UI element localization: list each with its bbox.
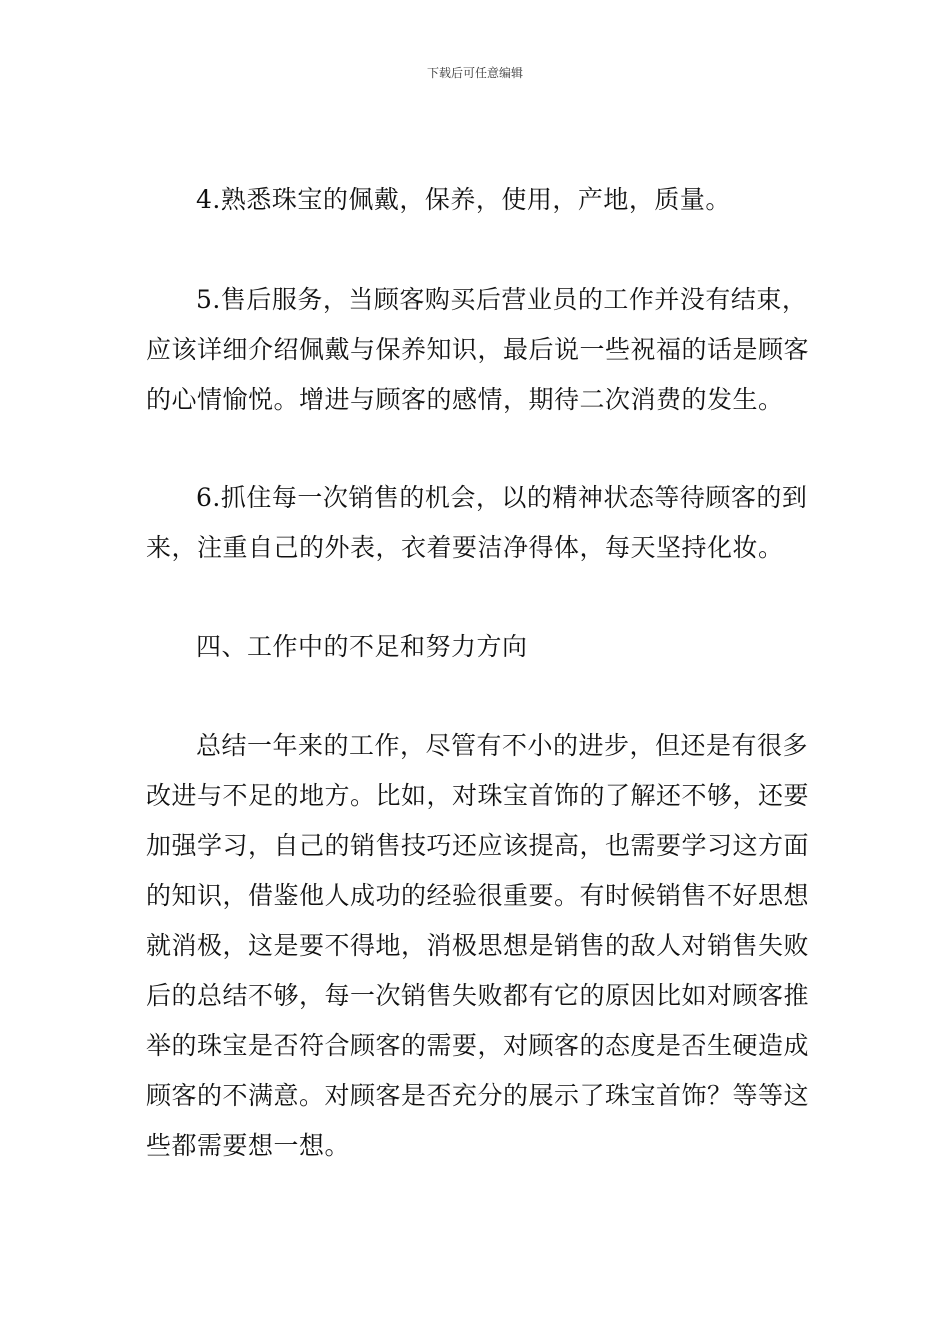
paragraph-summary: 总结一年来的工作，尽管有不小的进步，但还是有很多改进与不足的地方。比如，对珠宝首饰的了解还不够，还要加强学习，自己的销售技巧还应该提高，也需要学习这方面的知识，借鉴他人成功的经验很重要。有时候销售不好思想就消极，这是要不得地，消极思想是销售的敌人对销售失败后的总结不够，每一次销售失败都有它的原因比如对顾客推举的珠宝是否符合顾客的需要，对顾客的态度是否生硬造成顾客的不满意。对顾客是否充分的展示了珠宝首饰？等等这些都需要想一想。 <box>146 731 810 1160</box>
page-header-note: 下载后可任意编辑 <box>426 66 523 80</box>
section-heading: 四、工作中的不足和努力方向 <box>196 632 528 661</box>
paragraph-item-5: 5.售后服务，当顾客购买后营业员的工作并没有结束，应该详细介绍佩戴与保养知识，最后说一些祝福的话是顾客的心情愉悦。增进与顾客的感情，期待二次消费的发生。 <box>146 285 810 414</box>
paragraph-item-6: 6.抓住每一次销售的机会，以的精神状态等待顾客的到来，注重自己的外表，衣着要洁净得体，每天坚持化妆。 <box>146 483 808 562</box>
paragraph-item-4: 4.熟悉珠宝的佩戴，保养，使用，产地，质量。 <box>196 185 731 214</box>
